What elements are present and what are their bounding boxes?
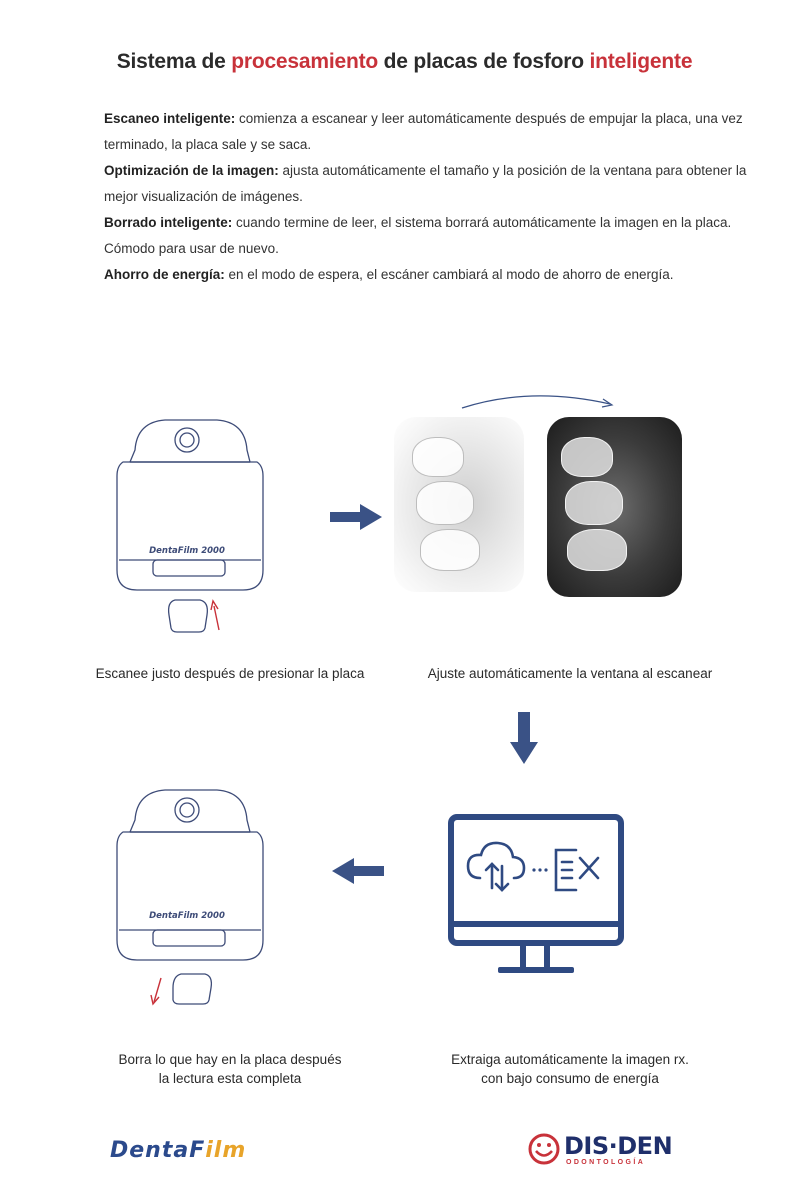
title-part1: Sistema de: [116, 50, 232, 73]
scanner-illustration-eject: [105, 780, 275, 1010]
caption-step3-line1: Extraiga automáticamente la imagen rx.: [451, 1052, 689, 1067]
feature-label: Borrado inteligente:: [104, 215, 233, 230]
dentafilm-logo-main: DentaF: [110, 1138, 206, 1163]
dentafilm-logo-accent: ilm: [205, 1138, 247, 1163]
dots-connector-icon: [532, 868, 547, 871]
caption-step4-line1: Borra lo que hay en la placa después: [118, 1052, 342, 1067]
dentafilm-logo: [110, 1138, 246, 1163]
feature-label: Ahorro de energía:: [104, 267, 225, 282]
curved-transition-arrow-icon: [460, 390, 620, 412]
disden-logo-name: DIS·DEN: [564, 1132, 673, 1160]
device-brand-label: DentaFilm 2000: [149, 546, 225, 556]
smiley-icon: [528, 1132, 560, 1166]
arrow-down-icon: [510, 712, 538, 764]
scanner-illustration-insert: [105, 410, 275, 640]
feature-item: [104, 106, 764, 158]
feature-item: [104, 158, 764, 210]
caption-step3: [400, 1050, 740, 1088]
page-title: [0, 50, 809, 74]
title-highlight1: procesamiento: [231, 50, 378, 73]
feature-text: comienza a escanear y leer automáticamente después de empujar la placa, una vez terminado, la placa sale y se saca.: [104, 111, 743, 152]
caption-step3-line2: con bajo consumo de energía: [481, 1071, 659, 1086]
feature-label: Optimización de la imagen:: [104, 163, 279, 178]
feature-item: [104, 262, 764, 288]
arrow-left-icon: [332, 858, 384, 884]
device-brand-label: DentaFilm 2000: [149, 911, 225, 921]
export-document-icon: [556, 850, 598, 890]
disden-logo-sub: ODONTOLOGÍA: [566, 1159, 646, 1166]
feature-text: en el modo de espera, el escáner cambiará al modo de ahorro de energía.: [224, 267, 674, 282]
arrow-right-icon: [330, 504, 382, 530]
cloud-sync-icon: [468, 843, 524, 890]
caption-step4-line2: la lectura esta completa: [158, 1071, 302, 1086]
caption-step2: Ajuste automáticamente la ventana al escanear: [427, 666, 713, 681]
monitor-icon: [448, 814, 624, 974]
title-highlight2: inteligente: [589, 50, 693, 73]
caption-step1: Escanee justo después de presionar la placa: [95, 666, 365, 681]
eject-down-arrow-icon: [151, 978, 161, 1004]
insert-up-arrow-icon: [211, 601, 219, 630]
xray-image-after: [547, 417, 682, 597]
feature-label: Escaneo inteligente:: [104, 111, 236, 126]
caption-step4: [60, 1050, 400, 1088]
xray-image-before: [394, 417, 524, 592]
title-part2: de placas de fosforo: [378, 50, 590, 73]
feature-text: cuando termine de leer, el sistema borrará automáticamente la imagen en la placa. Cómodo para usar de nuevo.: [104, 215, 732, 256]
feature-list: [104, 106, 764, 288]
disden-logo: [528, 1132, 678, 1172]
feature-text: ajusta automáticamente el tamaño y la posición de la ventana para obtener la mejor visualización de imágenes.: [104, 163, 747, 204]
feature-item: [104, 210, 764, 262]
